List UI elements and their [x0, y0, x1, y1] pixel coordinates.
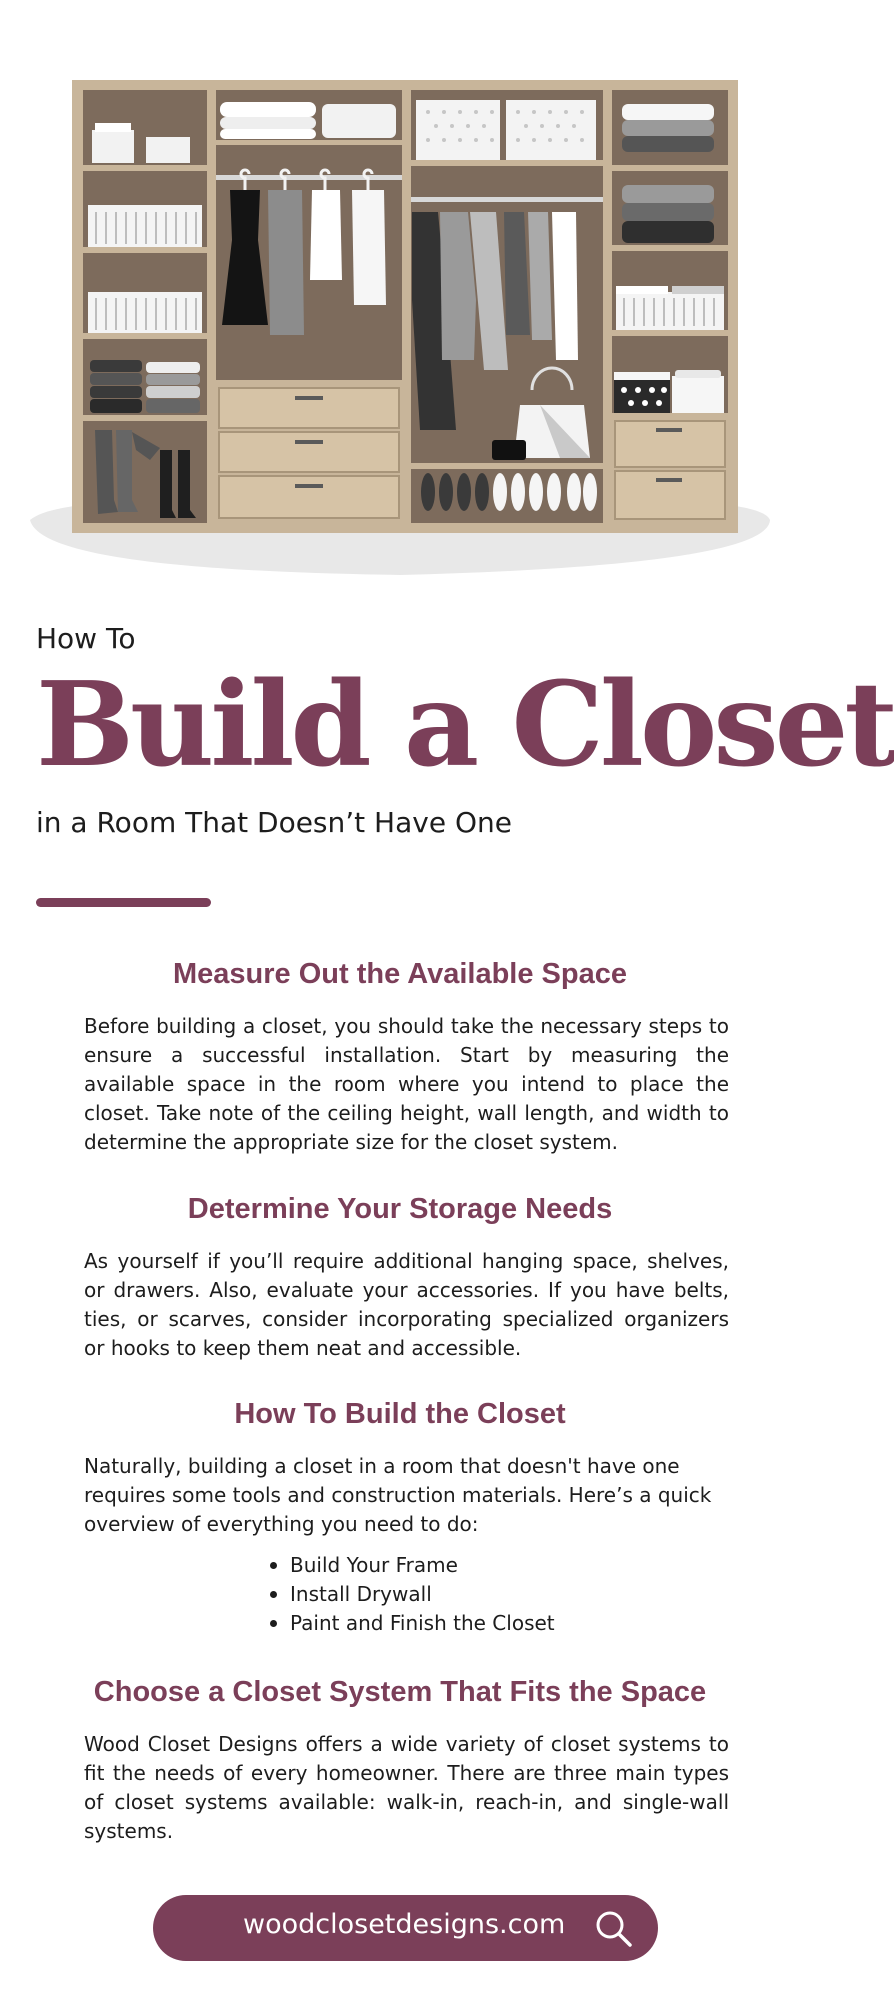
title-divider [36, 898, 211, 907]
website-url-pill[interactable] [153, 1895, 658, 1961]
build-steps-list [268, 1551, 555, 1638]
search-icon [593, 1908, 633, 1948]
title-how-to: How To [36, 622, 136, 655]
page-title: Build a Closet [36, 657, 894, 793]
website-url[interactable]: woodclosetdesigns.com [243, 1909, 566, 1940]
section-body-build: Naturally, building a closet in a room that doesn't have one requires some tools and construction materials. Here’s a quick overview of everything you need to do: [84, 1454, 712, 1536]
section-body-storage: As yourself if you’ll require additional hanging space, shelves, or drawers. Also, evaluate your accessories. If you have belts, ties, or scarves, consider incorporating specialized organizers or hooks to keep them neat and accessible. [84, 1249, 729, 1360]
section-heading-build: How To Build the Closet [234, 1398, 566, 1430]
page-subtitle: in a Room That Doesn’t Have One [36, 806, 512, 839]
list-item: Paint and Finish the Closet [268, 1609, 555, 1638]
list-item: Install Drywall [268, 1580, 555, 1609]
list-item: Build Your Frame [268, 1551, 555, 1580]
section-body-system: Wood Closet Designs offers a wide variety of closet systems to fit the needs of every homeowner. There are three main types of closet systems available: walk-in, reach-in, and single-wall systems. [84, 1732, 729, 1843]
closet-illustration [0, 0, 800, 590]
section-heading-system: Choose a Closet System That Fits the Space [93, 1676, 707, 1708]
section-heading-storage: Determine Your Storage Needs [187, 1193, 613, 1225]
section-heading-measure: Measure Out the Available Space [173, 958, 627, 990]
section-body-measure: Before building a closet, you should take the necessary steps to ensure a successful installation. Start by measuring the available space in the room where you intend to place the closet. Take note of the ceiling height, wall length, and width to determine the appropriate size for the closet system. [84, 1014, 729, 1154]
